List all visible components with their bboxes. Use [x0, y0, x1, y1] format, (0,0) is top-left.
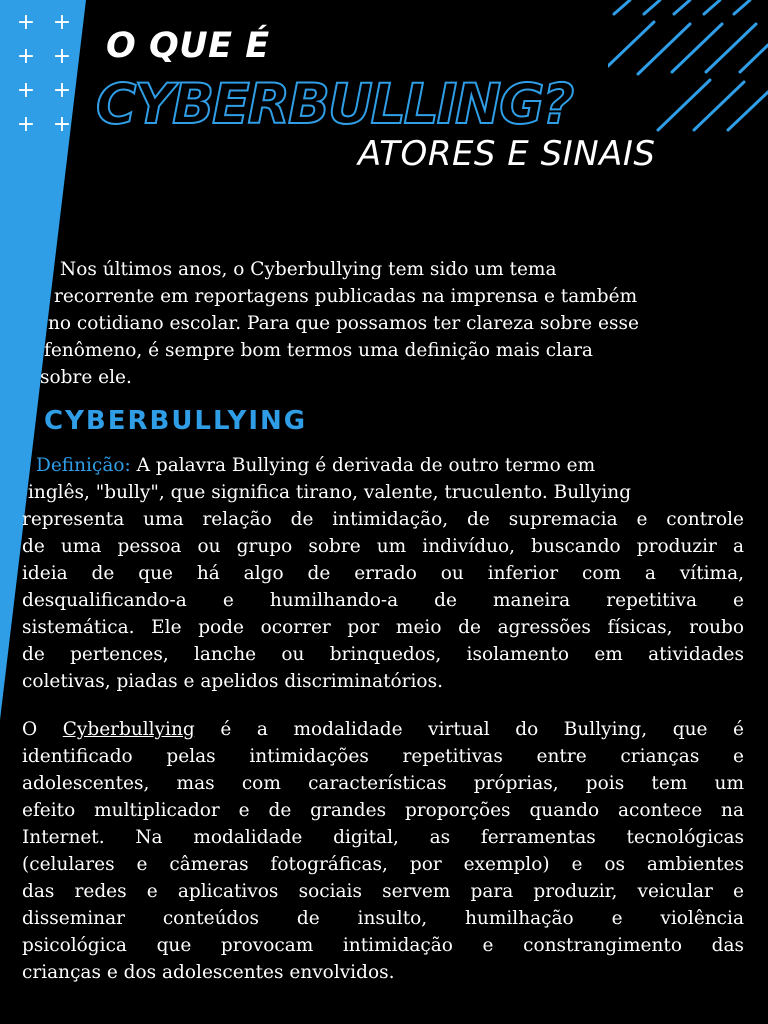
definition-line: representa uma relação de intimidação, de supremacia e controle — [22, 509, 744, 530]
intro-line: recorrente em reportagens publicadas na imprensa e também — [54, 286, 638, 307]
section-heading: CYBERBULLYING — [44, 406, 308, 436]
cyberbullying-line: (celulares e câmeras fotográficas, por exemplo) e os ambientes — [22, 854, 744, 875]
cyberbullying-line: crianças e dos adolescentes envolvidos. — [22, 962, 395, 983]
definition-line: sistemática. Ele pode ocorrer por meio de agressões físicas, roubo — [22, 617, 744, 638]
definition-line: ideia de que há algo de errado ou inferior com a vítima, — [22, 563, 744, 584]
intro-line: sobre ele. — [40, 367, 132, 388]
title-subtitle: ATORES E SINAIS — [358, 134, 656, 174]
cyberbullying-line: Internet. Na modalidade digital, as ferramentas tecnológicas — [22, 827, 744, 848]
intro-line: fenômeno, é sempre bom termos uma definição mais clara — [44, 340, 593, 361]
cyberbullying-first-line — [22, 716, 744, 743]
cyberbullying-term: Cyberbullying — [62, 719, 195, 740]
plus-icon: + — [16, 78, 36, 103]
plus-icon: + — [52, 78, 72, 103]
definition-line: inglês, "bully", que significa tirano, valente, truculento. Bullying — [28, 482, 632, 503]
plus-icon: + — [16, 10, 36, 35]
plus-pattern-decoration — [8, 8, 80, 144]
cyberbullying-line: identificado pelas intimidações repetitivas entre crianças e — [22, 746, 744, 767]
definition-text: A palavra Bullying é derivada de outro termo em — [136, 455, 596, 476]
definition-first-line — [36, 452, 595, 479]
definition-label: Definição: — [36, 455, 131, 476]
diagonal-stripes-decoration — [608, 0, 768, 140]
cyberbullying-line: das redes e aplicativos sociais servem para produzir, veicular e — [22, 881, 744, 902]
cyberbullying-line: psicológica que provocam intimidação e constrangimento das — [22, 935, 744, 956]
cyberbullying-line: adolescentes, mas com características próprias, pois tem um — [22, 773, 744, 794]
definition-line: coletivas, piadas e apelidos discriminatórios. — [22, 671, 443, 692]
definition-line: de uma pessoa ou grupo sobre um indivíduo, buscando produzir a — [22, 536, 744, 557]
cyberbullying-line: efeito multiplicador e de grandes proporções quando acontece na — [22, 800, 744, 821]
cyberbullying-paragraph — [22, 716, 744, 986]
cyberbullying-text: é a modalidade virtual do Bullying, que é — [220, 719, 744, 740]
intro-line: Nos últimos anos, o Cyberbullying tem sido um tema — [60, 259, 557, 280]
definition-line: desqualificando-a e humilhando-a de maneira repetitiva e — [22, 590, 744, 611]
plus-icon: + — [16, 112, 36, 137]
title-main: CYBERBULLING? — [96, 72, 573, 136]
intro-paragraph — [0, 256, 639, 391]
title-line-1: O QUE É — [106, 26, 270, 66]
plus-icon: + — [52, 44, 72, 69]
cyberbullying-line: disseminar conteúdos de insulto, humilhação e violência — [22, 908, 744, 929]
plus-icon: + — [52, 112, 72, 137]
cyberbullying-prefix: O — [22, 719, 38, 740]
plus-icon: + — [16, 44, 36, 69]
intro-line: no cotidiano escolar. Para que possamos ter clareza sobre esse — [48, 313, 639, 334]
definition-line: de pertences, lanche ou brinquedos, isolamento em atividades — [22, 644, 744, 665]
plus-icon: + — [52, 10, 72, 35]
